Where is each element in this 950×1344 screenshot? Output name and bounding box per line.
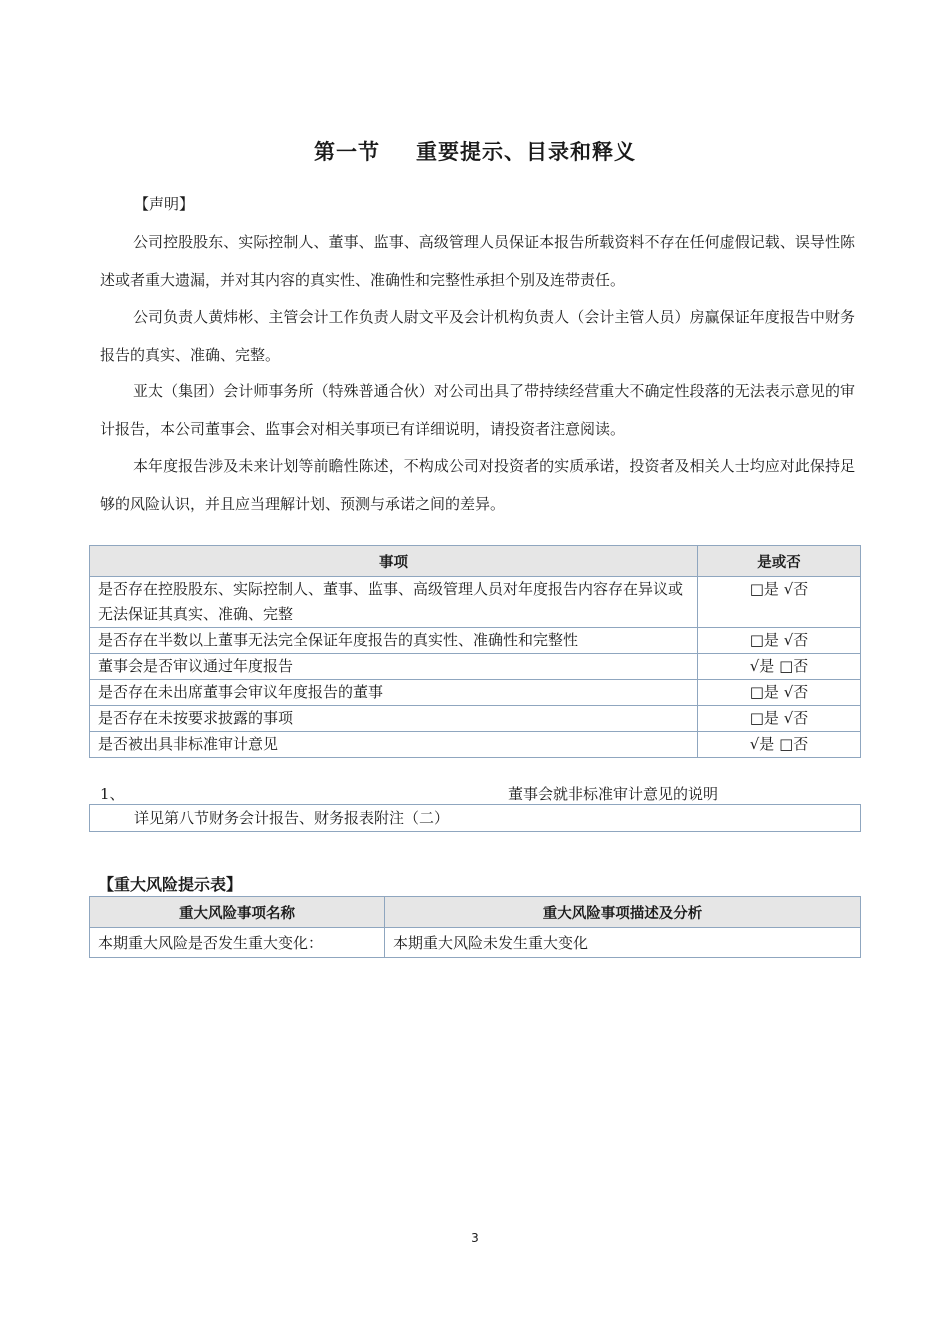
- risk-table-heading: 【重大风险提示表】: [98, 875, 243, 894]
- answer-cell: □是 √否: [698, 706, 861, 732]
- table-row: [90, 577, 861, 628]
- header-answer: 是或否: [698, 546, 861, 577]
- paragraph-audit-opinion: 亚太（集团）会计师事务所（特殊普通合伙）对公司出具了带持续经营重大不确定性段落的无法表示意见的审计报告，本公司董事会、监事会对相关事项已有详细说明，请投资者注意阅读。: [100, 382, 855, 438]
- header-risk-name: 重大风险事项名称: [90, 897, 385, 928]
- risk-table: [89, 896, 861, 958]
- answer-cell: √是 □否: [698, 654, 861, 680]
- items-table: [89, 545, 861, 758]
- note-number: 1、: [100, 785, 125, 803]
- answer-cell: □是 √否: [698, 577, 861, 628]
- note-title: 董事会就非标准审计意见的说明: [508, 785, 719, 803]
- table-header-row: [90, 546, 861, 577]
- table-row: [90, 928, 861, 958]
- item-cell: 是否存在半数以上董事无法完全保证年度报告的真实性、准确性和完整性: [90, 628, 698, 654]
- table-header-row: [90, 897, 861, 928]
- page-number: 3: [471, 1231, 479, 1245]
- table-row: [90, 732, 861, 758]
- note-content-box: [89, 804, 861, 832]
- item-cell: 是否存在未出席董事会审议年度报告的董事: [90, 680, 698, 706]
- table-row: [90, 654, 861, 680]
- answer-cell: □是 √否: [698, 680, 861, 706]
- header-risk-desc: 重大风险事项描述及分析: [385, 897, 861, 928]
- item-cell: 是否存在未按要求披露的事项: [90, 706, 698, 732]
- paragraph-responsible-persons: 公司负责人黄炜彬、主管会计工作负责人尉文平及会计机构负责人（会计主管人员）房赢保证年度报告中财务报告的真实、准确、完整。: [100, 308, 855, 364]
- section-title: [0, 136, 950, 166]
- answer-cell: □是 √否: [698, 628, 861, 654]
- item-cell: 董事会是否审议通过年度报告: [90, 654, 698, 680]
- table-row: [90, 628, 861, 654]
- risk-name-cell: 本期重大风险是否发生重大变化：: [90, 928, 385, 958]
- table-row: [90, 680, 861, 706]
- header-item: 事项: [90, 546, 698, 577]
- item-cell: 是否存在控股股东、实际控制人、董事、监事、高级管理人员对年度报告内容存在异议或无法保证其真实、准确、完整: [90, 577, 698, 628]
- paragraph-guarantee: 公司控股股东、实际控制人、董事、监事、高级管理人员保证本报告所载资料不存在任何虚假记载、误导性陈述或者重大遗漏，并对其内容的真实性、准确性和完整性承担个别及连带责任。: [100, 233, 855, 289]
- section-name: 重要提示、目录和释义: [416, 140, 636, 164]
- risk-desc-cell: 本期重大风险未发生重大变化: [385, 928, 861, 958]
- note-content: 详见第八节财务会计报告、财务报表附注（二）: [134, 809, 450, 827]
- section-number: 第一节: [314, 140, 380, 164]
- item-cell: 是否被出具非标准审计意见: [90, 732, 698, 758]
- paragraph-forward-looking: 本年度报告涉及未来计划等前瞻性陈述，不构成公司对投资者的实质承诺，投资者及相关人士均应对此保持足够的风险认识，并且应当理解计划、预测与承诺之间的差异。: [100, 457, 855, 513]
- declaration-label: 【声明】: [134, 195, 195, 213]
- answer-cell: √是 □否: [698, 732, 861, 758]
- table-row: [90, 706, 861, 732]
